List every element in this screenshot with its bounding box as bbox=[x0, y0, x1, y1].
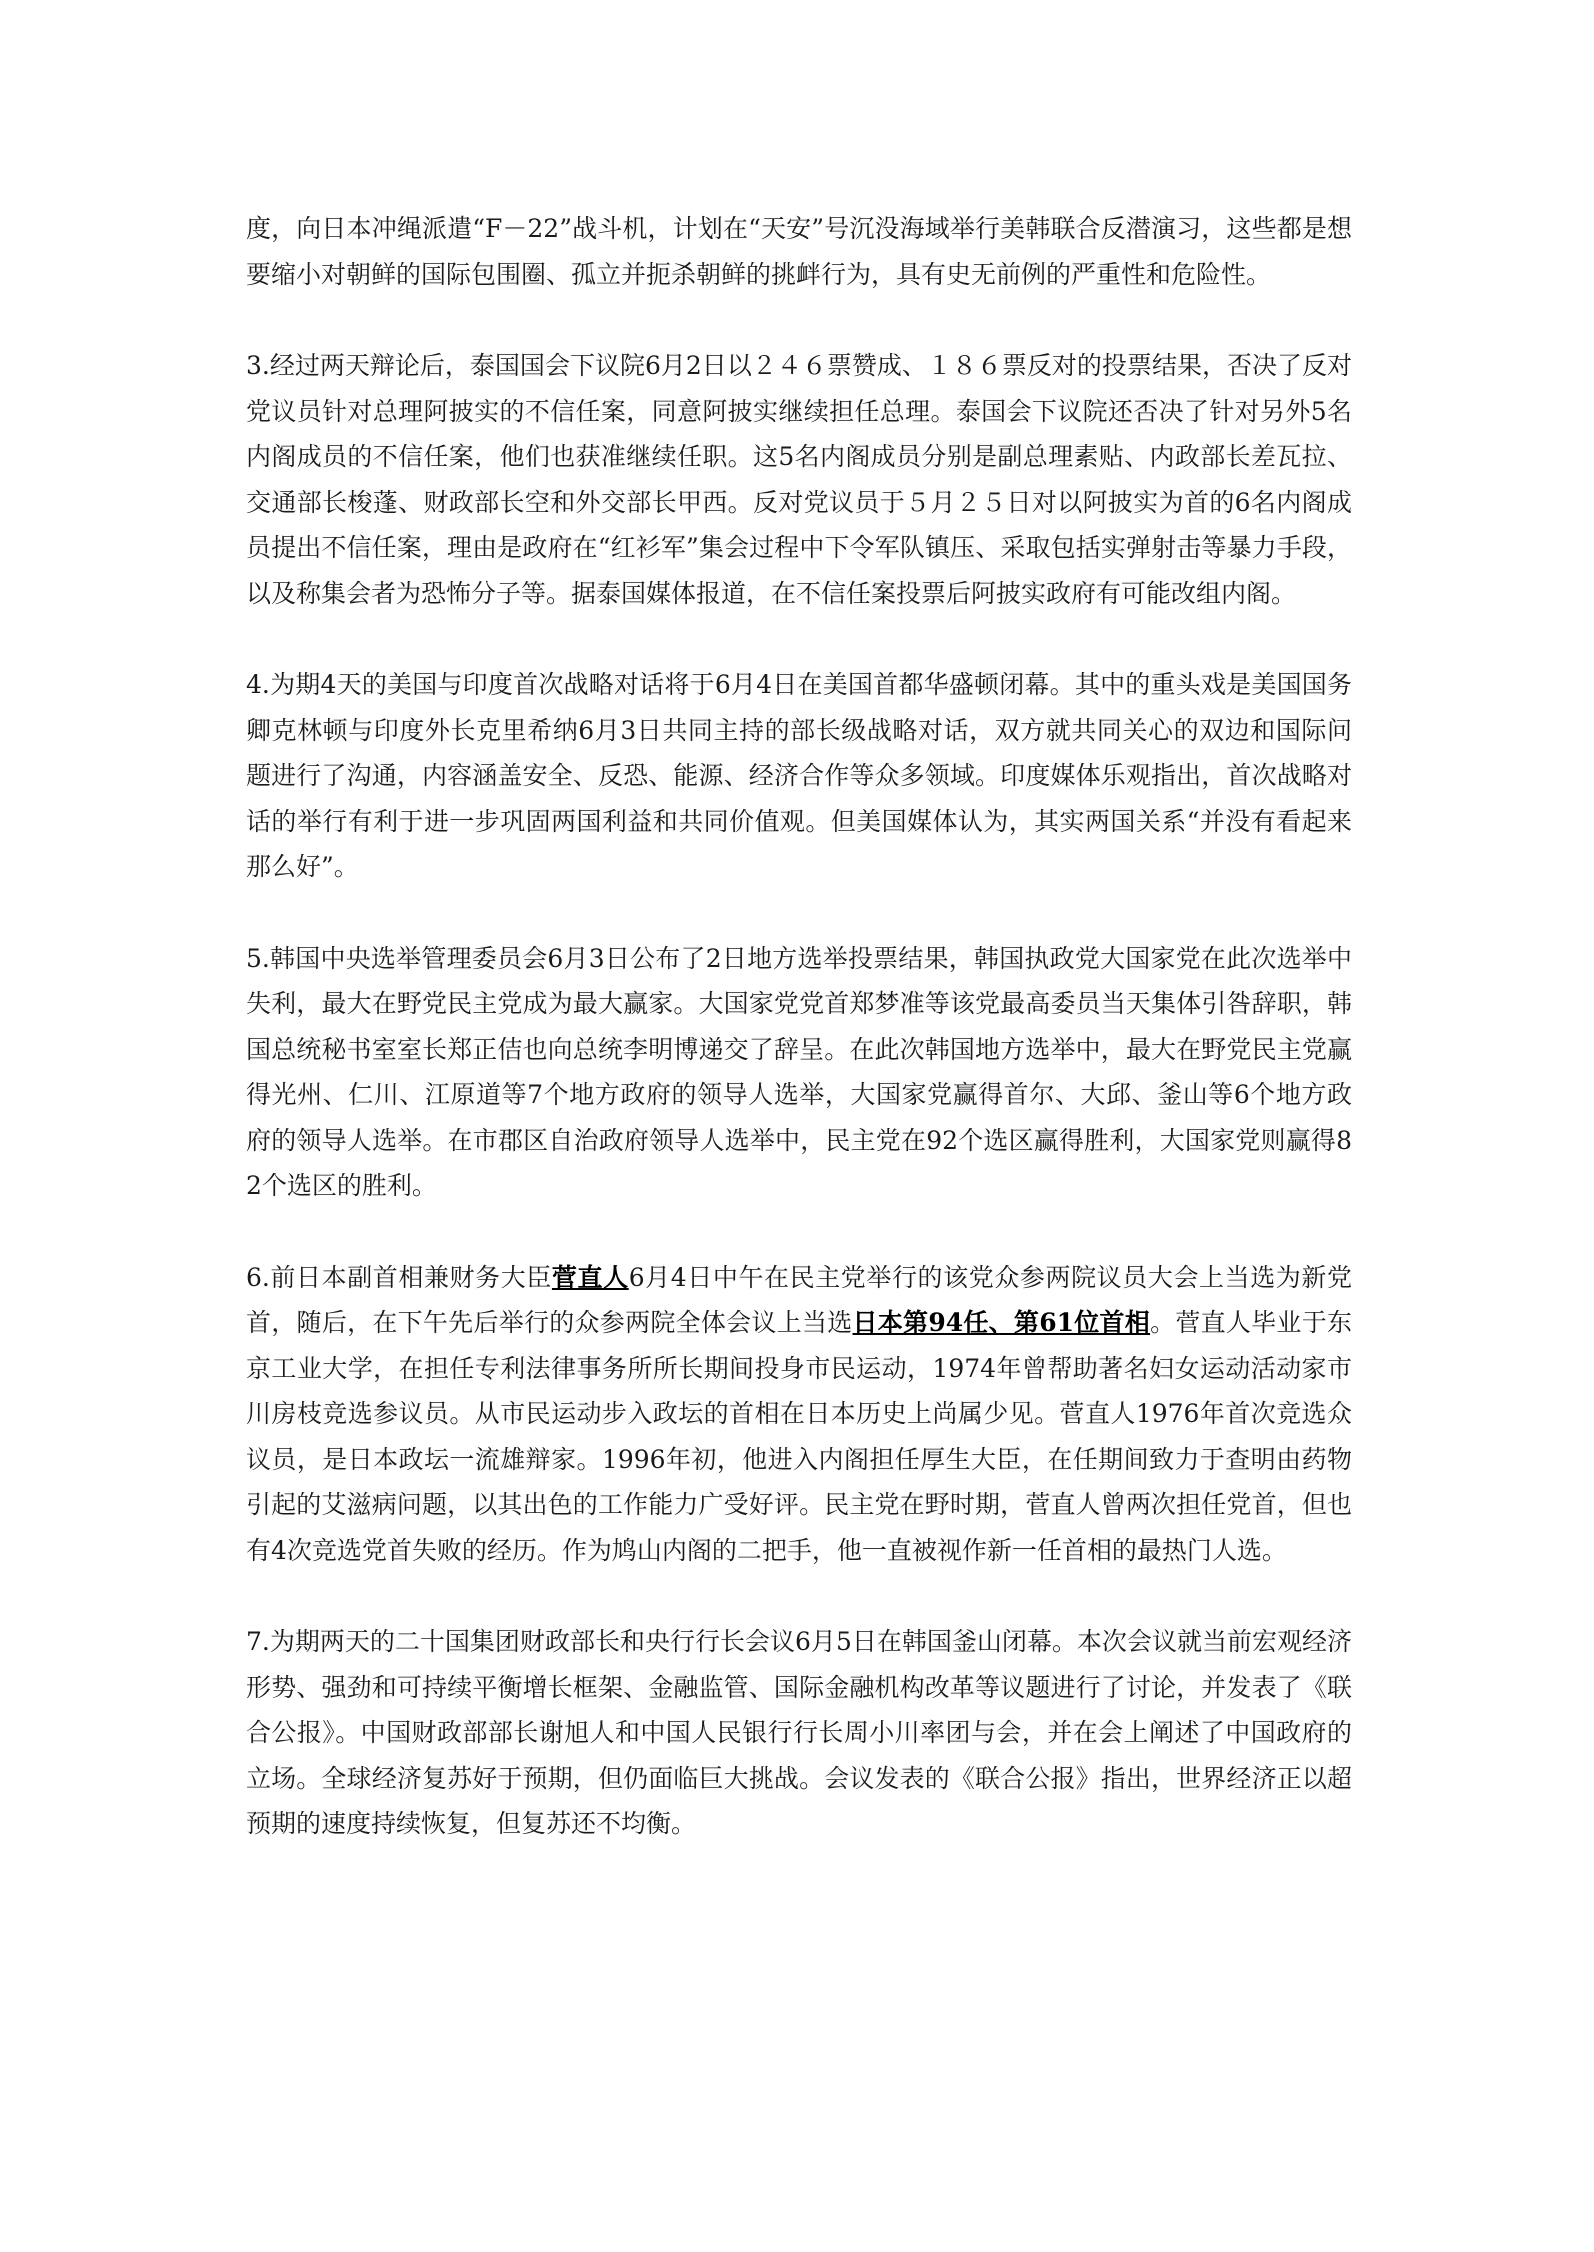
paragraph-item-4 bbox=[246, 662, 1352, 890]
link-prime-minister[interactable]: 日本第94任、第61位首相 bbox=[852, 1308, 1151, 1337]
paragraph-continuation bbox=[246, 206, 1352, 297]
paragraph-item-3 bbox=[246, 343, 1352, 616]
paragraph-text: 。菅直人毕业于东京工业大学，在担任专利法律事务所所长期间投身市民运动，1974年曾帮助著名妇女运动活动家市川房枝竞选参议员。从市民运动步入政坛的首相在日本历史上尚属少见。菅直人1976年首次竞选众议员，是日本政坛一流雄辩家。1996年初，他进入内阁担任厚生大臣，在任期间致力于查明由药物引起的艾滋病问题，以其出色的工作能力广受好评。民主党在野时期，菅直人曾两次担任党首，但也有4次竞选党首失败的经历。作为鸠山内阁的二把手，他一直被视作新一任首相的最热门人选。 bbox=[246, 1308, 1352, 1565]
paragraph-text: 3.经过两天辩论后，泰国国会下议院6月2日以２４６票赞成、１８６票反对的投票结果，否决了反对党议员针对总理阿披实的不信任案，同意阿披实继续担任总理。泰国会下议院还否决了针对另外5名内阁成员的不信任案，他们也获准继续任职。这5名内阁成员分别是副总理素贴、内政部长差瓦拉、交通部长梭蓬、财政部长空和外交部长甲西。反对党议员于５月２５日对以阿披实为首的6名内阁成员提出不信任案，理由是政府在“红衫军”集会过程中下令军队镇压、采取包括实弹射击等暴力手段，以及称集会者为恐怖分子等。据泰国媒体报道，在不信任案投票后阿披实政府有可能改组内阁。 bbox=[246, 351, 1352, 608]
paragraph-item-5 bbox=[246, 936, 1352, 1209]
paragraph-text: 7.为期两天的二十国集团财政部长和央行行长会议6月5日在韩国釜山闭幕。本次会议就当前宏观经济形势、强劲和可持续平衡增长框架、金融监管、国际金融机构改革等议题进行了讨论，并发表了《联合公报》。中国财政部部长谢旭人和中国人民银行行长周小川率团与会，并在会上阐述了中国政府的立场。全球经济复苏好于预期，但仍面临巨大挑战。会议发表的《联合公报》指出，世界经济正以超预期的速度持续恢复，但复苏还不均衡。 bbox=[246, 1627, 1352, 1838]
paragraph-item-7 bbox=[246, 1619, 1352, 1847]
paragraph-text: 5.韩国中央选举管理委员会6月3日公布了2日地方选举投票结果，韩国执政党大国家党在此次选举中失利，最大在野党民主党成为最大赢家。大国家党党首郑梦准等该党最高委员当天集体引咎辞职，韩国总统秘书室室长郑正佶也向总统李明博递交了辞呈。在此次韩国地方选举中，最大在野党民主党赢得光州、仁川、江原道等7个地方政府的领导人选举，大国家党赢得首尔、大邱、釜山等6个地方政府的领导人选举。在市郡区自治政府领导人选举中，民主党在92个选区赢得胜利，大国家党则赢得82个选区的胜利。 bbox=[246, 943, 1352, 1200]
paragraph-text: 6.前日本副首相兼财务大臣 bbox=[246, 1262, 552, 1292]
paragraph-item-6 bbox=[246, 1255, 1352, 1574]
document-body bbox=[246, 206, 1352, 1893]
paragraph-text: 4.为期4天的美国与印度首次战略对话将于6月4日在美国首都华盛顿闭幕。其中的重头戏是美国国务卿克林顿与印度外长克里希纳6月3日共同主持的部长级战略对话，双方就共同关心的双边和国际问题进行了沟通，内容涵盖安全、反恐、能源、经济合作等众多领域。印度媒体乐观指出，首次战略对话的举行有利于进一步巩固两国利益和共同价值观。但美国媒体认为，其实两国关系“并没有看起来那么好”。 bbox=[246, 670, 1352, 881]
paragraph-text: 度，向日本冲绳派遣“F－22”战斗机，计划在“天安”号沉没海域举行美韩联合反潜演习，这些都是想要缩小对朝鲜的国际包围圈、孤立并扼杀朝鲜的挑衅行为，具有史无前例的严重性和危险性。 bbox=[246, 214, 1352, 289]
link-kan-naoto[interactable]: 菅直人 bbox=[551, 1262, 629, 1292]
paragraph-text: 6月4日中午在民主党举行的该党众参两院议员大会上当选为新党首，随后，在下午先后举行的众参两院全体会议上当选 bbox=[246, 1262, 1352, 1337]
